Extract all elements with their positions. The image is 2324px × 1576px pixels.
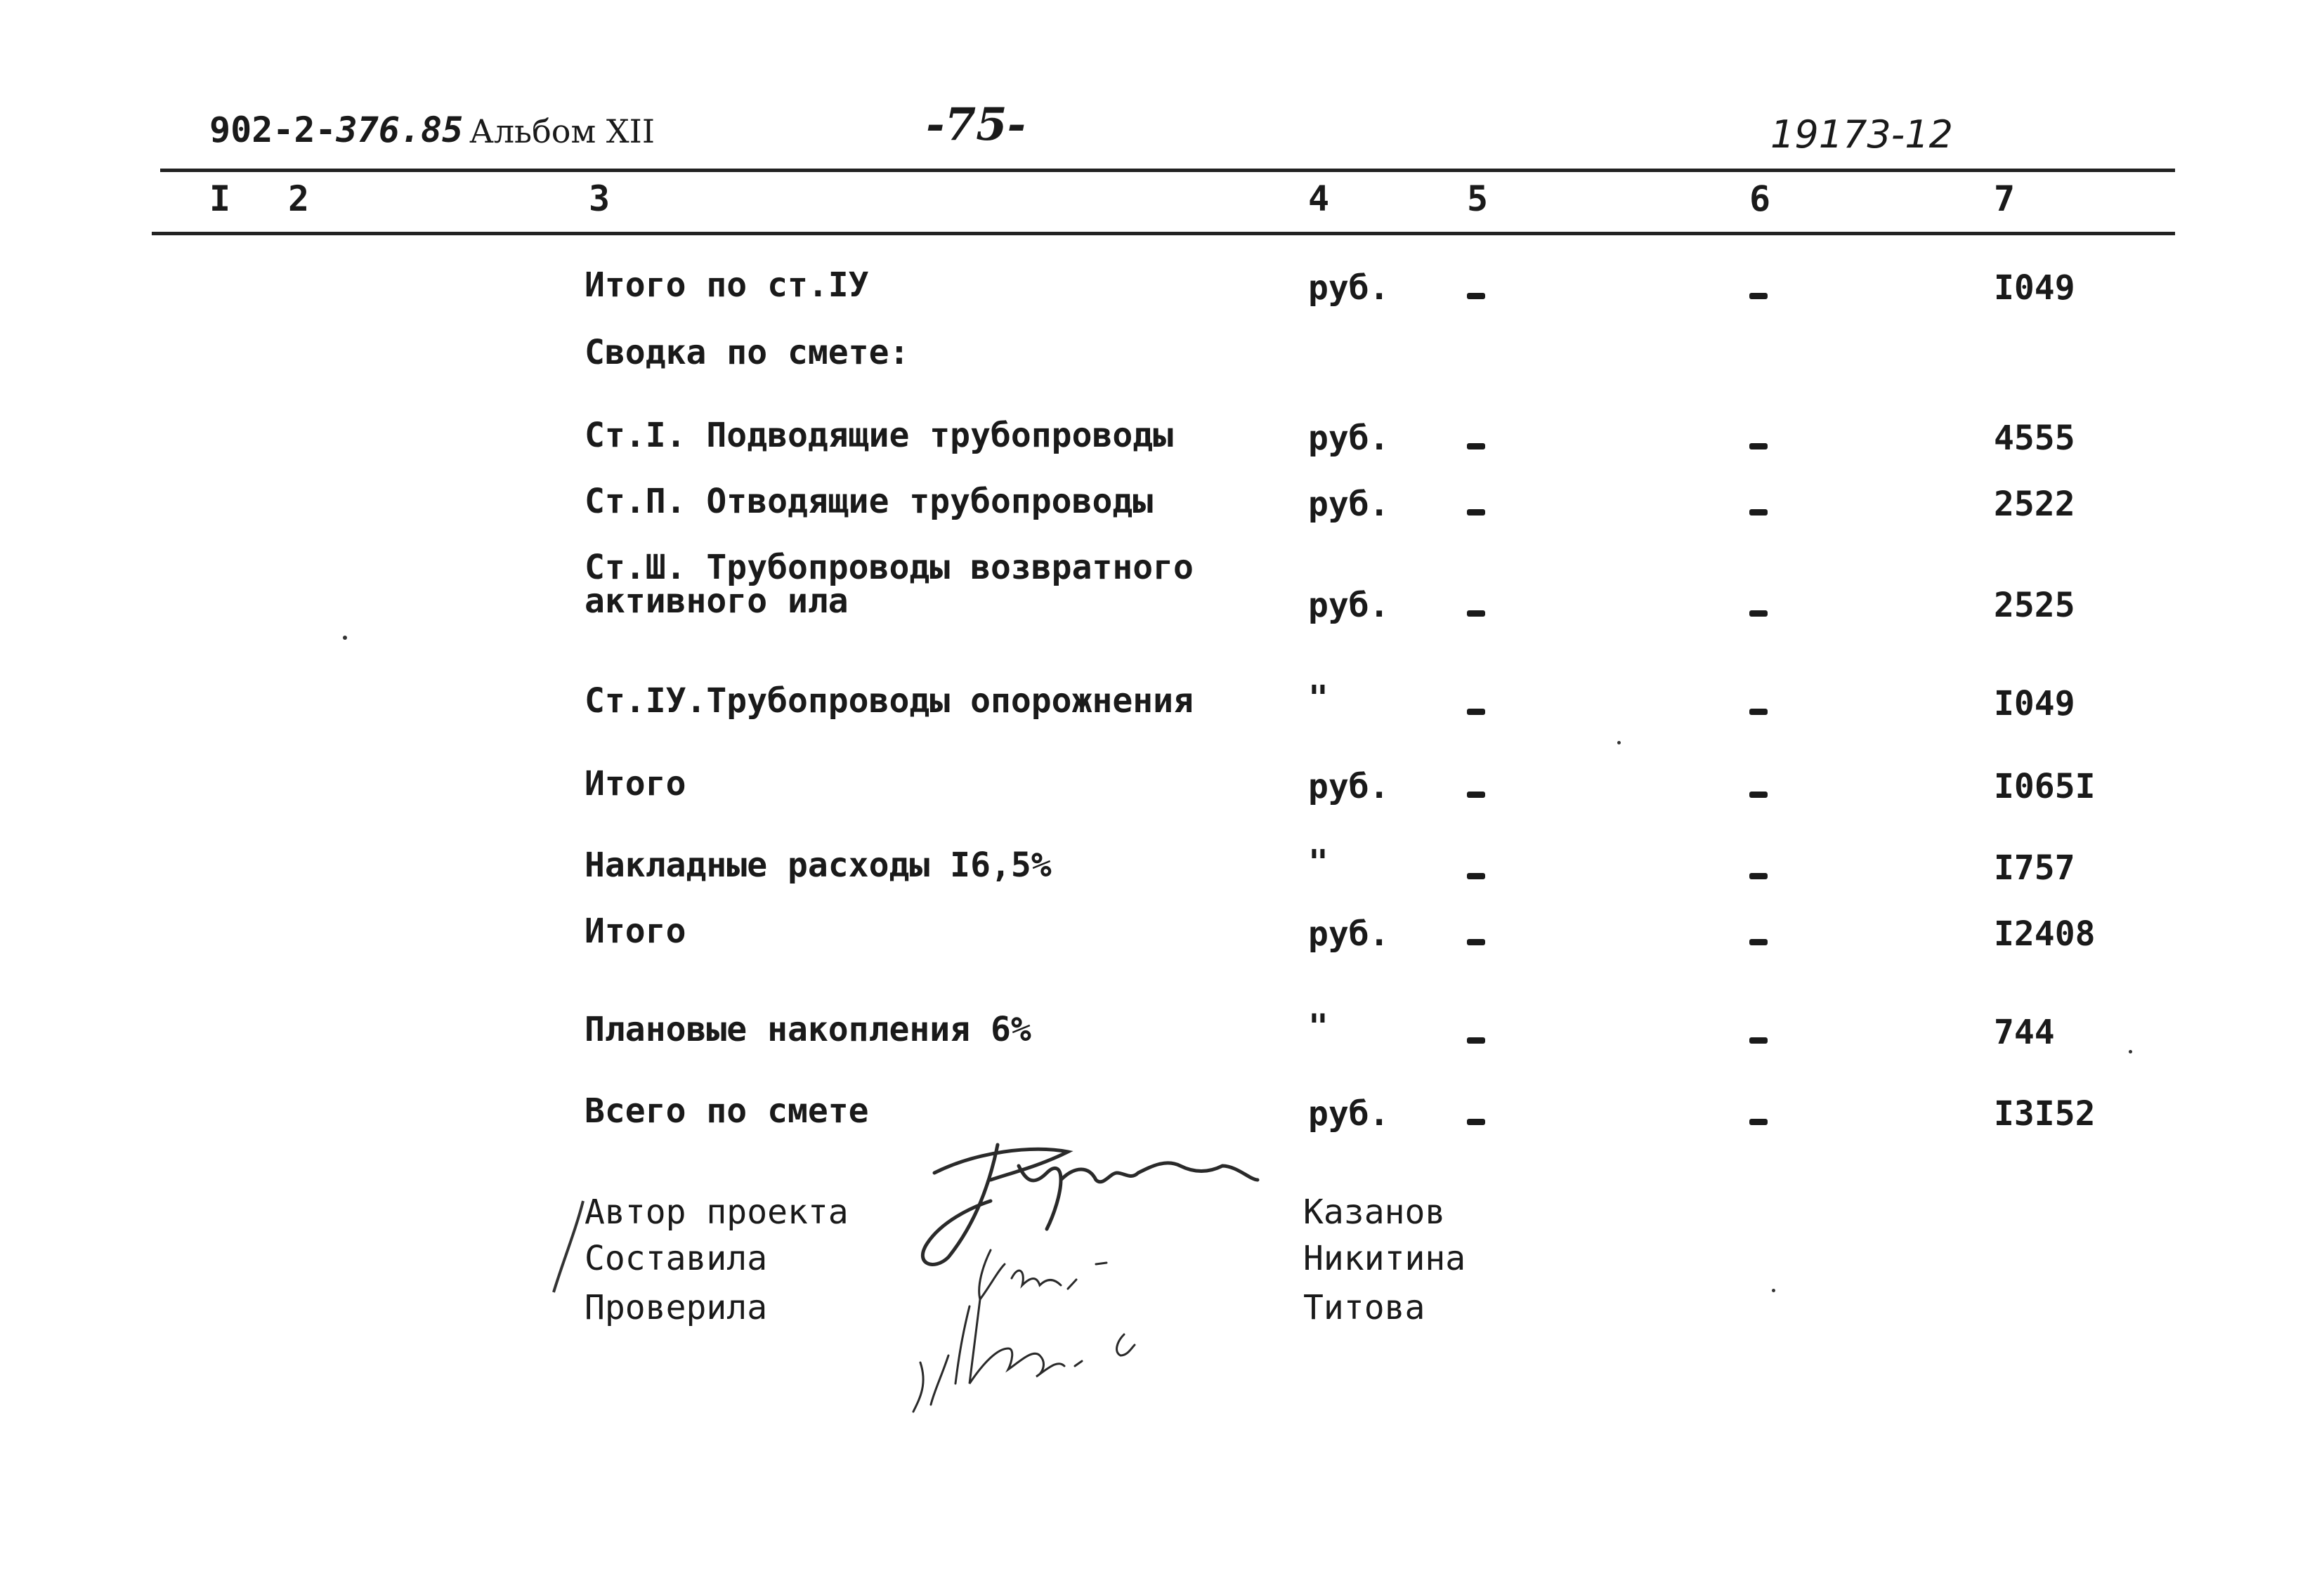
- dash-mark: [1467, 873, 1485, 879]
- row-label: Ст.IУ.Трубопроводы опорожнения: [585, 681, 1194, 721]
- row-unit: ": [1308, 1007, 1329, 1046]
- dash-mark: [1467, 792, 1485, 798]
- dash-mark: [1749, 1037, 1768, 1044]
- row-unit: руб.: [1308, 1094, 1390, 1134]
- col-header-1: I: [209, 178, 231, 219]
- row-col5: [1467, 684, 1485, 723]
- speck: [2129, 1050, 2132, 1053]
- row-label: Ст.П. Отводящие трубопроводы: [585, 482, 1154, 521]
- document-number: 19173-12: [1770, 112, 1953, 157]
- col-header-3: 3: [589, 178, 611, 219]
- row-col6: [1749, 1013, 1768, 1052]
- dash-mark: [1467, 709, 1485, 715]
- row-label-cont: активного ила: [585, 582, 849, 621]
- dash-mark: [1749, 443, 1768, 449]
- row-col5: [1467, 485, 1485, 524]
- row-value: I2408: [1994, 914, 2096, 954]
- signature-nikitina: [979, 1250, 1106, 1299]
- document-code-emphasis: 376.85: [336, 110, 464, 150]
- row-value: 2525: [1994, 586, 2075, 625]
- row-unit: руб.: [1308, 914, 1390, 954]
- col-header-4: 4: [1308, 178, 1330, 219]
- dash-mark: [1749, 1119, 1768, 1125]
- dash-mark: [1467, 509, 1485, 516]
- table-top-rule: [160, 169, 2175, 172]
- row-value: 2522: [1994, 485, 2075, 524]
- row-label: Накладные расходы I6,5%: [585, 846, 1052, 885]
- dash-mark: [1467, 939, 1485, 945]
- row-col5: [1467, 1094, 1485, 1134]
- row-col5: [1467, 419, 1485, 458]
- signature-name: Казанов: [1303, 1193, 1446, 1232]
- row-label: Всего по смете: [585, 1091, 869, 1131]
- row-col5: [1467, 767, 1485, 806]
- speck: [1772, 1289, 1775, 1292]
- row-col6: [1749, 268, 1768, 308]
- row-col6: [1749, 1094, 1768, 1134]
- row-label: Итого: [585, 764, 686, 803]
- row-col6: [1749, 848, 1768, 888]
- dash-mark: [1467, 610, 1485, 617]
- page-number: -75-: [926, 98, 1026, 151]
- row-col6: [1749, 485, 1768, 524]
- col-header-6: 6: [1749, 178, 1771, 219]
- row-col6: [1749, 914, 1768, 954]
- row-label: Сводка по смете:: [585, 333, 910, 372]
- handwritten-signatures: [892, 1124, 1286, 1419]
- row-col5: [1467, 1013, 1485, 1052]
- dash-mark: [1749, 509, 1768, 516]
- row-col6: [1749, 767, 1768, 806]
- table-header-rule: [152, 232, 2175, 235]
- signature-role: Автор проекта: [585, 1193, 849, 1232]
- row-label: Ст.Ш. Трубопроводы возвратного: [585, 548, 1194, 587]
- speck: [1617, 741, 1621, 744]
- col-header-2: 2: [288, 178, 310, 219]
- speck: [343, 636, 347, 640]
- row-unit: руб.: [1308, 268, 1390, 308]
- album-label: Альбом XII: [469, 112, 655, 150]
- dash-mark: [1749, 293, 1768, 299]
- dash-mark: [1749, 610, 1768, 617]
- row-col6: [1749, 419, 1768, 458]
- dash-mark: [1749, 792, 1768, 798]
- row-value: I065I: [1994, 767, 2096, 806]
- row-col5: [1467, 586, 1485, 625]
- signature-titova: [913, 1299, 1135, 1412]
- col-header-7: 7: [1994, 178, 2016, 219]
- dash-mark: [1749, 939, 1768, 945]
- row-col5: [1467, 268, 1485, 308]
- row-value: 744: [1994, 1013, 2055, 1052]
- row-col6: [1749, 684, 1768, 723]
- signature-role: Проверила: [585, 1288, 768, 1327]
- row-col5: [1467, 848, 1485, 888]
- row-value: I049: [1994, 268, 2075, 308]
- row-value: 4555: [1994, 419, 2075, 458]
- row-label: Итого по ст.IУ: [585, 265, 869, 305]
- row-unit: руб.: [1308, 419, 1390, 458]
- row-value: I049: [1994, 684, 2075, 723]
- document-code: 902-2-376.85: [209, 110, 464, 150]
- row-unit: руб.: [1308, 767, 1390, 806]
- signature-role: Составила: [585, 1239, 768, 1278]
- dash-mark: [1467, 1119, 1485, 1125]
- signature-name: Титова: [1303, 1288, 1425, 1327]
- row-label: Плановые накопления 6%: [585, 1010, 1031, 1049]
- row-unit: ": [1308, 843, 1329, 882]
- row-value: I757: [1994, 848, 2075, 888]
- row-unit: руб.: [1308, 485, 1390, 524]
- col-header-5: 5: [1467, 178, 1489, 219]
- row-value: I3I52: [1994, 1094, 2096, 1134]
- row-label: Ст.I. Подводящие трубопроводы: [585, 416, 1174, 455]
- dash-mark: [1467, 1037, 1485, 1044]
- dash-mark: [1467, 443, 1485, 449]
- row-unit: ": [1308, 678, 1329, 718]
- row-unit: руб.: [1308, 586, 1390, 625]
- row-col5: [1467, 914, 1485, 954]
- dash-mark: [1749, 873, 1768, 879]
- dash-mark: [1467, 293, 1485, 299]
- signature-name: Никитина: [1303, 1239, 1466, 1278]
- dash-mark: [1749, 709, 1768, 715]
- row-col6: [1749, 586, 1768, 625]
- pen-stroke-mark: [548, 1194, 590, 1299]
- row-label: Итого: [585, 912, 686, 951]
- signature-kazanov: [922, 1145, 1258, 1264]
